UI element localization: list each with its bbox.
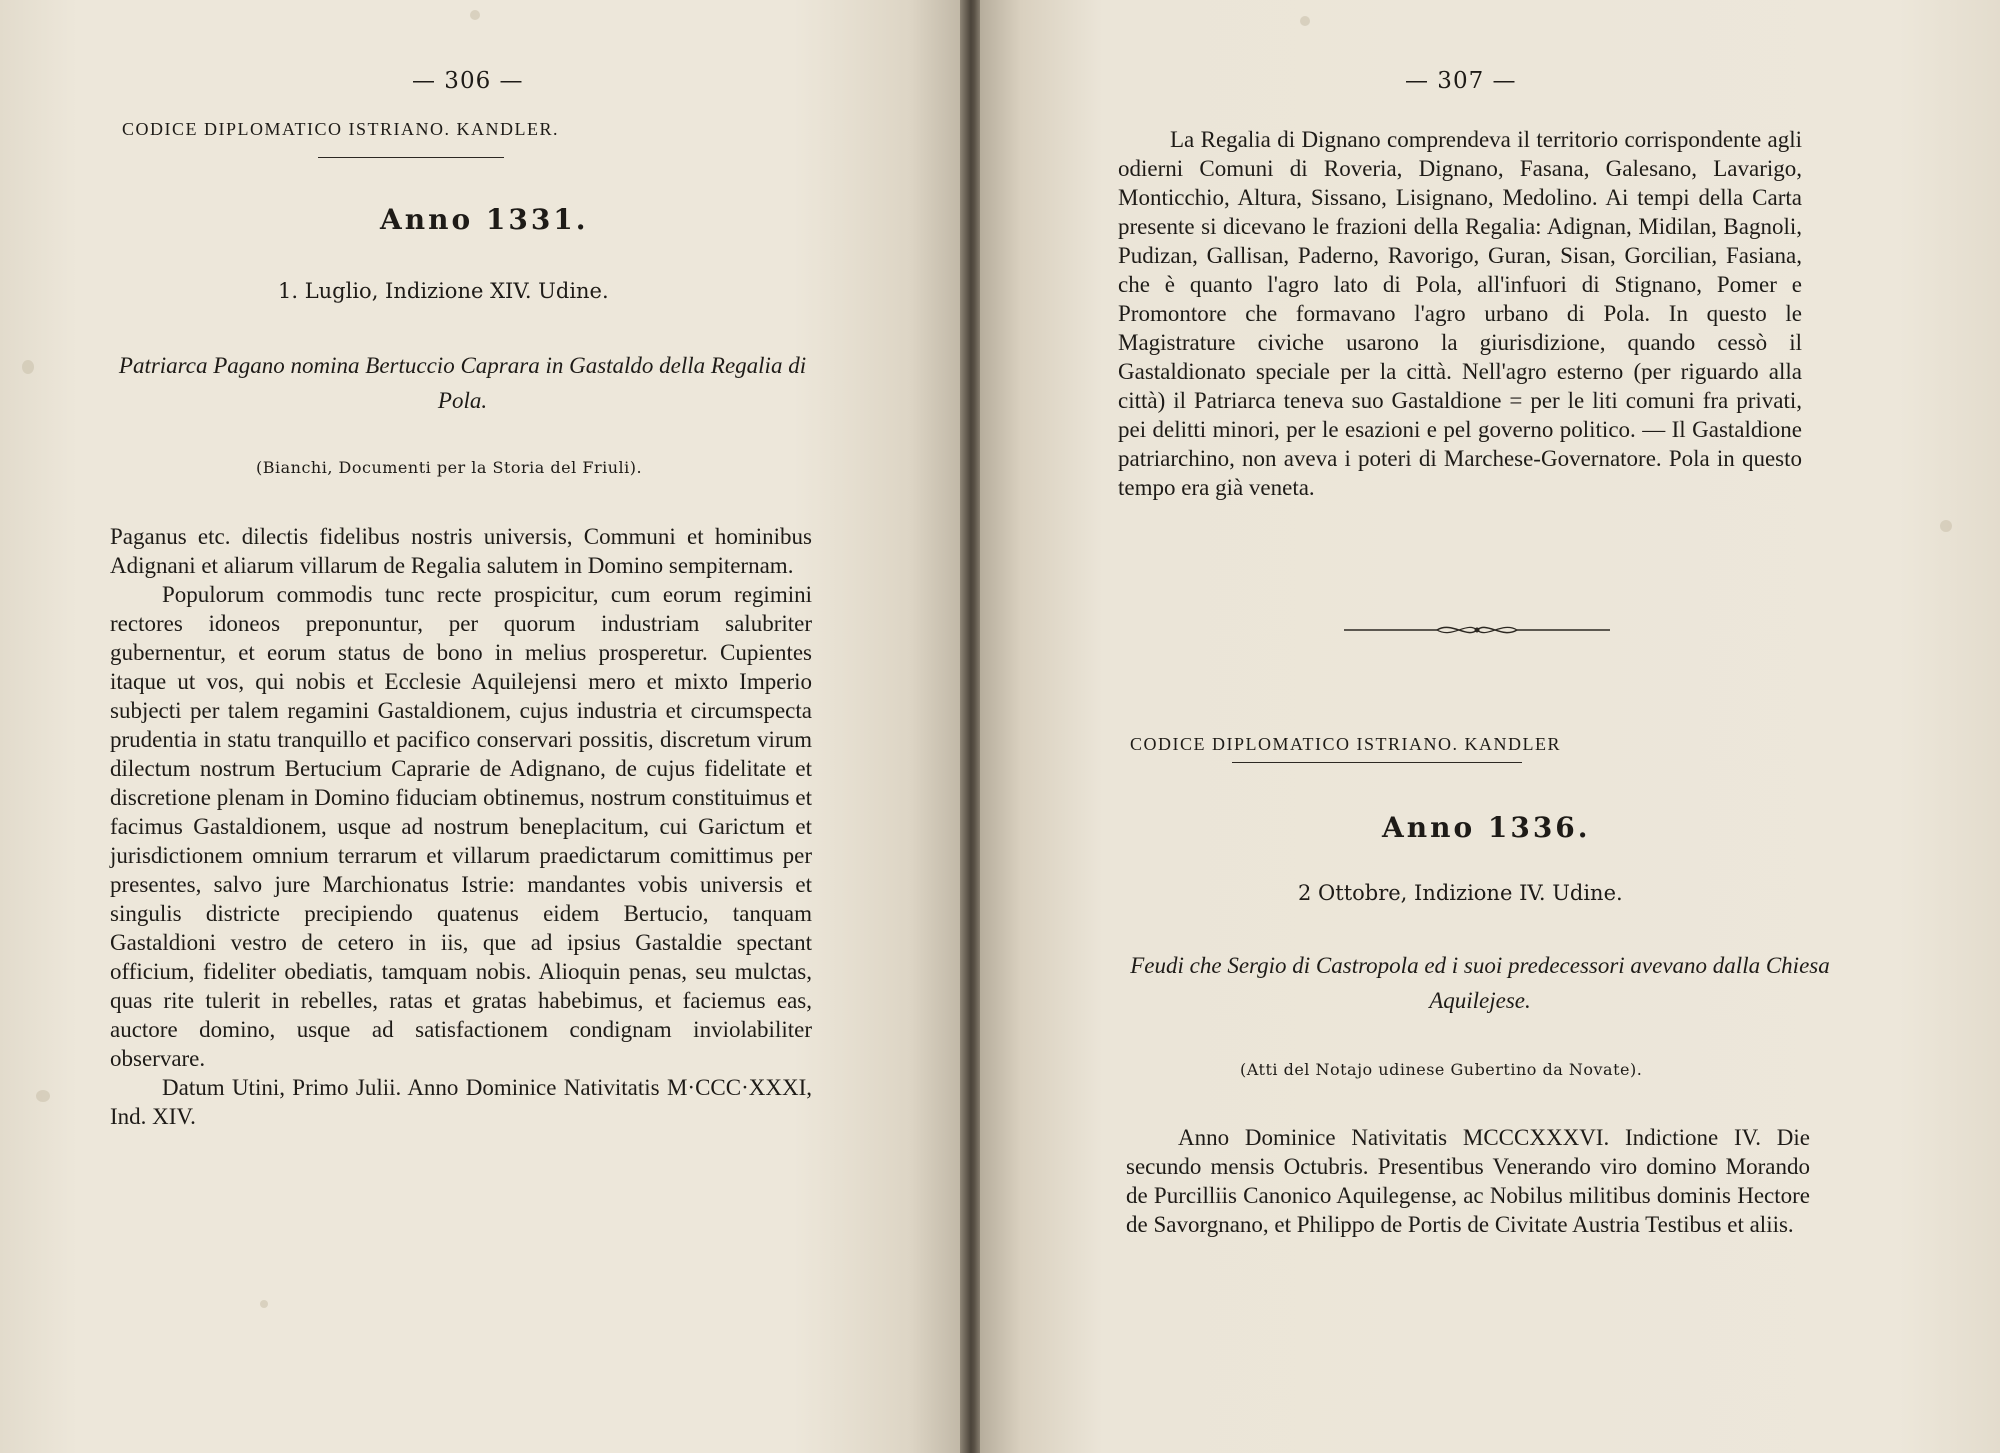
source-citation: (Bianchi, Documenti per la Storia del Friuli). xyxy=(256,458,643,477)
source-citation: (Atti del Notajo udinese Gubertino da Novate). xyxy=(1240,1060,1643,1079)
document-summary: Patriarca Pagano nomina Bertuccio Caprara in Gastaldo della Regalia di Pola. xyxy=(118,353,807,413)
editorial-note xyxy=(1118,125,1802,502)
dateline: 2 Ottobre, Indizione IV. Udine. xyxy=(1298,881,1623,905)
left-page xyxy=(0,0,968,1453)
document-summary: Feudi che Sergio di Castropola ed i suoi predecessori avevano dalla Chiesa Aquilejese. xyxy=(1130,953,1830,1013)
running-head: CODICE DIPLOMATICO ISTRIANO. KANDLER xyxy=(1130,734,1561,754)
body-paragraph: Paganus etc. dilectis fidelibus nostris universis, Communi et hominibus Adignani et aliarum villarum de Regalia salutem in Domino sempiternam. xyxy=(110,524,812,578)
foxing-spot xyxy=(1300,16,1310,26)
right-page xyxy=(980,0,2000,1453)
year-heading: Anno 1336. xyxy=(1382,811,1591,844)
page-number: — 307 — xyxy=(1405,68,1517,94)
note-paragraph: La Regalia di Dignano comprendeva il territorio corrispondente agli odierni Comuni di Roveria, Dignano, Fasana, Galesano, Lavarigo, Monticchio, Altura, Sissano, Lisignano, Medolino. Ai tempi della Carta presente si dicevano le frazioni della Regalia: Adignan, Midilan, Bagnoli, Pudizan, Gallisan, Paderno, Ravorigo, Guran, Sisan, Gorcilian, Fasiana, che è quanto l'agro lato di Pola, all'infuori di Stignano, Pomer e Promontore che formavano l'agro urbano di Pola. In questo le Magistrature civiche usarono la giurisdizione, quando cessò il Gastaldionato speciale per la città. Nell'agro esterno (per riguardo alla città) il Patriarca teneva suo Gastaldione = per le liti comuni fra privati, pei delitti minori, per le esazioni e pel governo politico. — Il Gastaldione patriarchino, non aveva i poteri di Marchese-Governatore. Pola in questo tempo era già veneta. xyxy=(1118,127,1802,500)
foxing-spot xyxy=(1940,520,1952,532)
body-paragraph: Anno Dominice Nativitatis MCCCXXXVI. Indictione IV. Die secundo mensis Octubris. Presentibus Venerando viro domino Morando de Purcilliis Canonico Aquilegense, ac Nobilus militibus dominis Hectore de Savorgnano, et Philippo de Portis de Civitate Austria Testibus et aliis. xyxy=(1126,1125,1810,1237)
foxing-spot xyxy=(260,1300,268,1308)
header-rule xyxy=(318,157,504,158)
foxing-spot xyxy=(470,10,480,20)
year-heading: Anno 1331. xyxy=(380,203,589,236)
ornamental-divider xyxy=(1342,618,1612,642)
header-rule xyxy=(1232,762,1522,763)
foxing-spot xyxy=(22,360,34,374)
body-paragraph: Datum Utini, Primo Julii. Anno Dominice Nativitatis M·CCC·XXXI, Ind. XIV. xyxy=(110,1075,812,1129)
dateline: 1. Luglio, Indizione XIV. Udine. xyxy=(278,279,609,303)
document-body xyxy=(110,522,812,1131)
body-paragraph: Populorum commodis tunc recte prospicitur, cum eorum regimini rectores idoneos preponuntur, per quorum industriam salubriter gubernentur, et eorum status de bono in melius prosperetur. Cupientes itaque ut vos, qui nobis et Ecclesie Aquilejensi mero et mixto Imperio subjecti per talem regamini Gastaldionem, cujus industria et circumspecta prudentia in statu tranquillo et pacifico conservari possitis, discretum virum dilectum nostrum Bertucium Caprarie de Adignano, de cujus fidelitate et discretione plenam in Domino fiduciam obtinemus, nostrum constituimus et facimus Gastaldionem, usque ad nostrum beneplacitum, cui Garictum et jurisdictionem omnium terrarum et villarum praedictarum comittimus per presentes, salvo jure Marchionatus Istrie: mandantes vobis universis et singulis districte precipiendo quatenus eidem Bertucio, tanquam Gastaldioni vestro de cetero in iis, que ad ipsius Gastaldie spectant officium, fideliter obediatis, tamquam nobis. Alioquin penas, seu mulctas, quas rite tulerit in rebelles, ratas et gratas habebimus, et faciemus eas, auctore domino, usque ad satisfactionem condignam inviolabiliter observare. xyxy=(110,582,812,1071)
foxing-spot xyxy=(36,1090,50,1102)
document-body xyxy=(1126,1123,1810,1239)
running-head: CODICE DIPLOMATICO ISTRIANO. KANDLER. xyxy=(122,119,559,139)
page-number: — 306 — xyxy=(412,68,524,94)
